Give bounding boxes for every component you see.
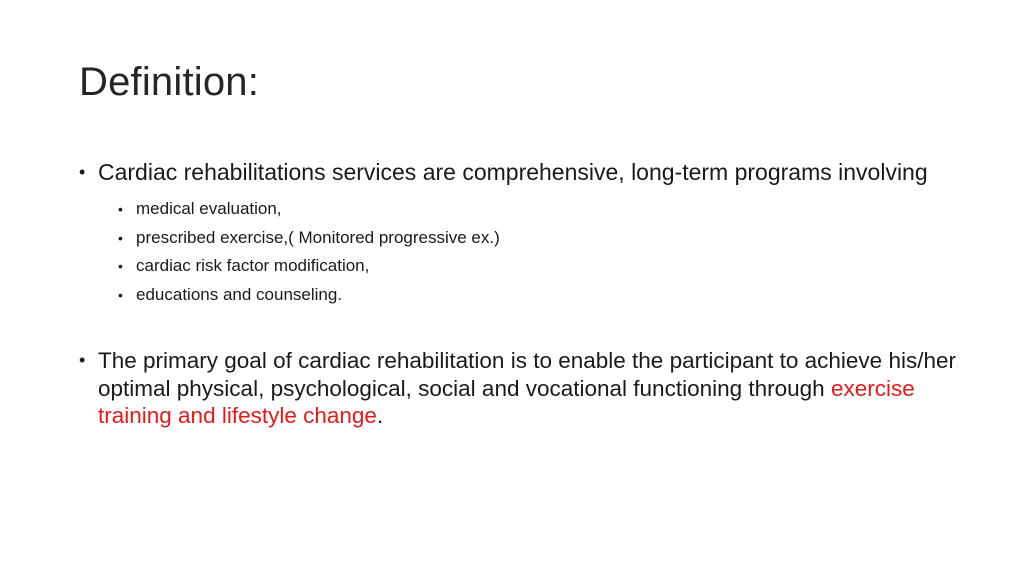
- sub-bullet-text: cardiac risk factor modification,: [136, 256, 370, 275]
- sub-bullet-item: [98, 281, 958, 310]
- bullet-text: Cardiac rehabilitations services are comprehensive, long-term programs involving: [98, 159, 928, 185]
- sub-bullet-text: educations and counseling.: [136, 284, 343, 304]
- sub-bullet-list: [98, 195, 958, 309]
- sub-bullet-dot-icon: •: [118, 258, 123, 274]
- bullet-dot-icon: •: [79, 350, 86, 370]
- sub-bullet-item: [98, 224, 958, 253]
- slide-title: Definition:: [79, 60, 260, 104]
- bullet-item: [78, 347, 958, 430]
- sub-bullet-text: prescribed exercise,( Monitored progressive ex.): [136, 227, 500, 247]
- bullet-item: [78, 156, 958, 309]
- sub-bullet-item: [98, 195, 958, 224]
- sub-bullet-dot-icon: •: [118, 201, 123, 217]
- bullet-end-punctuation: .: [376, 403, 384, 428]
- slide-content: [78, 156, 958, 430]
- sub-bullet-dot-icon: •: [118, 229, 123, 246]
- bullet-text: The primary goal of cardiac rehabilitation is to enable the participant to achieve his/her optimal physical, psychological, social and vocational functioning through: [98, 348, 956, 401]
- bullet-dot-icon: •: [79, 162, 86, 182]
- sub-bullet-dot-icon: •: [118, 286, 123, 303]
- highlighted-text: exercise training and lifestyle change: [98, 375, 915, 428]
- sub-bullet-item: [98, 252, 958, 281]
- sub-bullet-text: medical evaluation,: [136, 199, 282, 218]
